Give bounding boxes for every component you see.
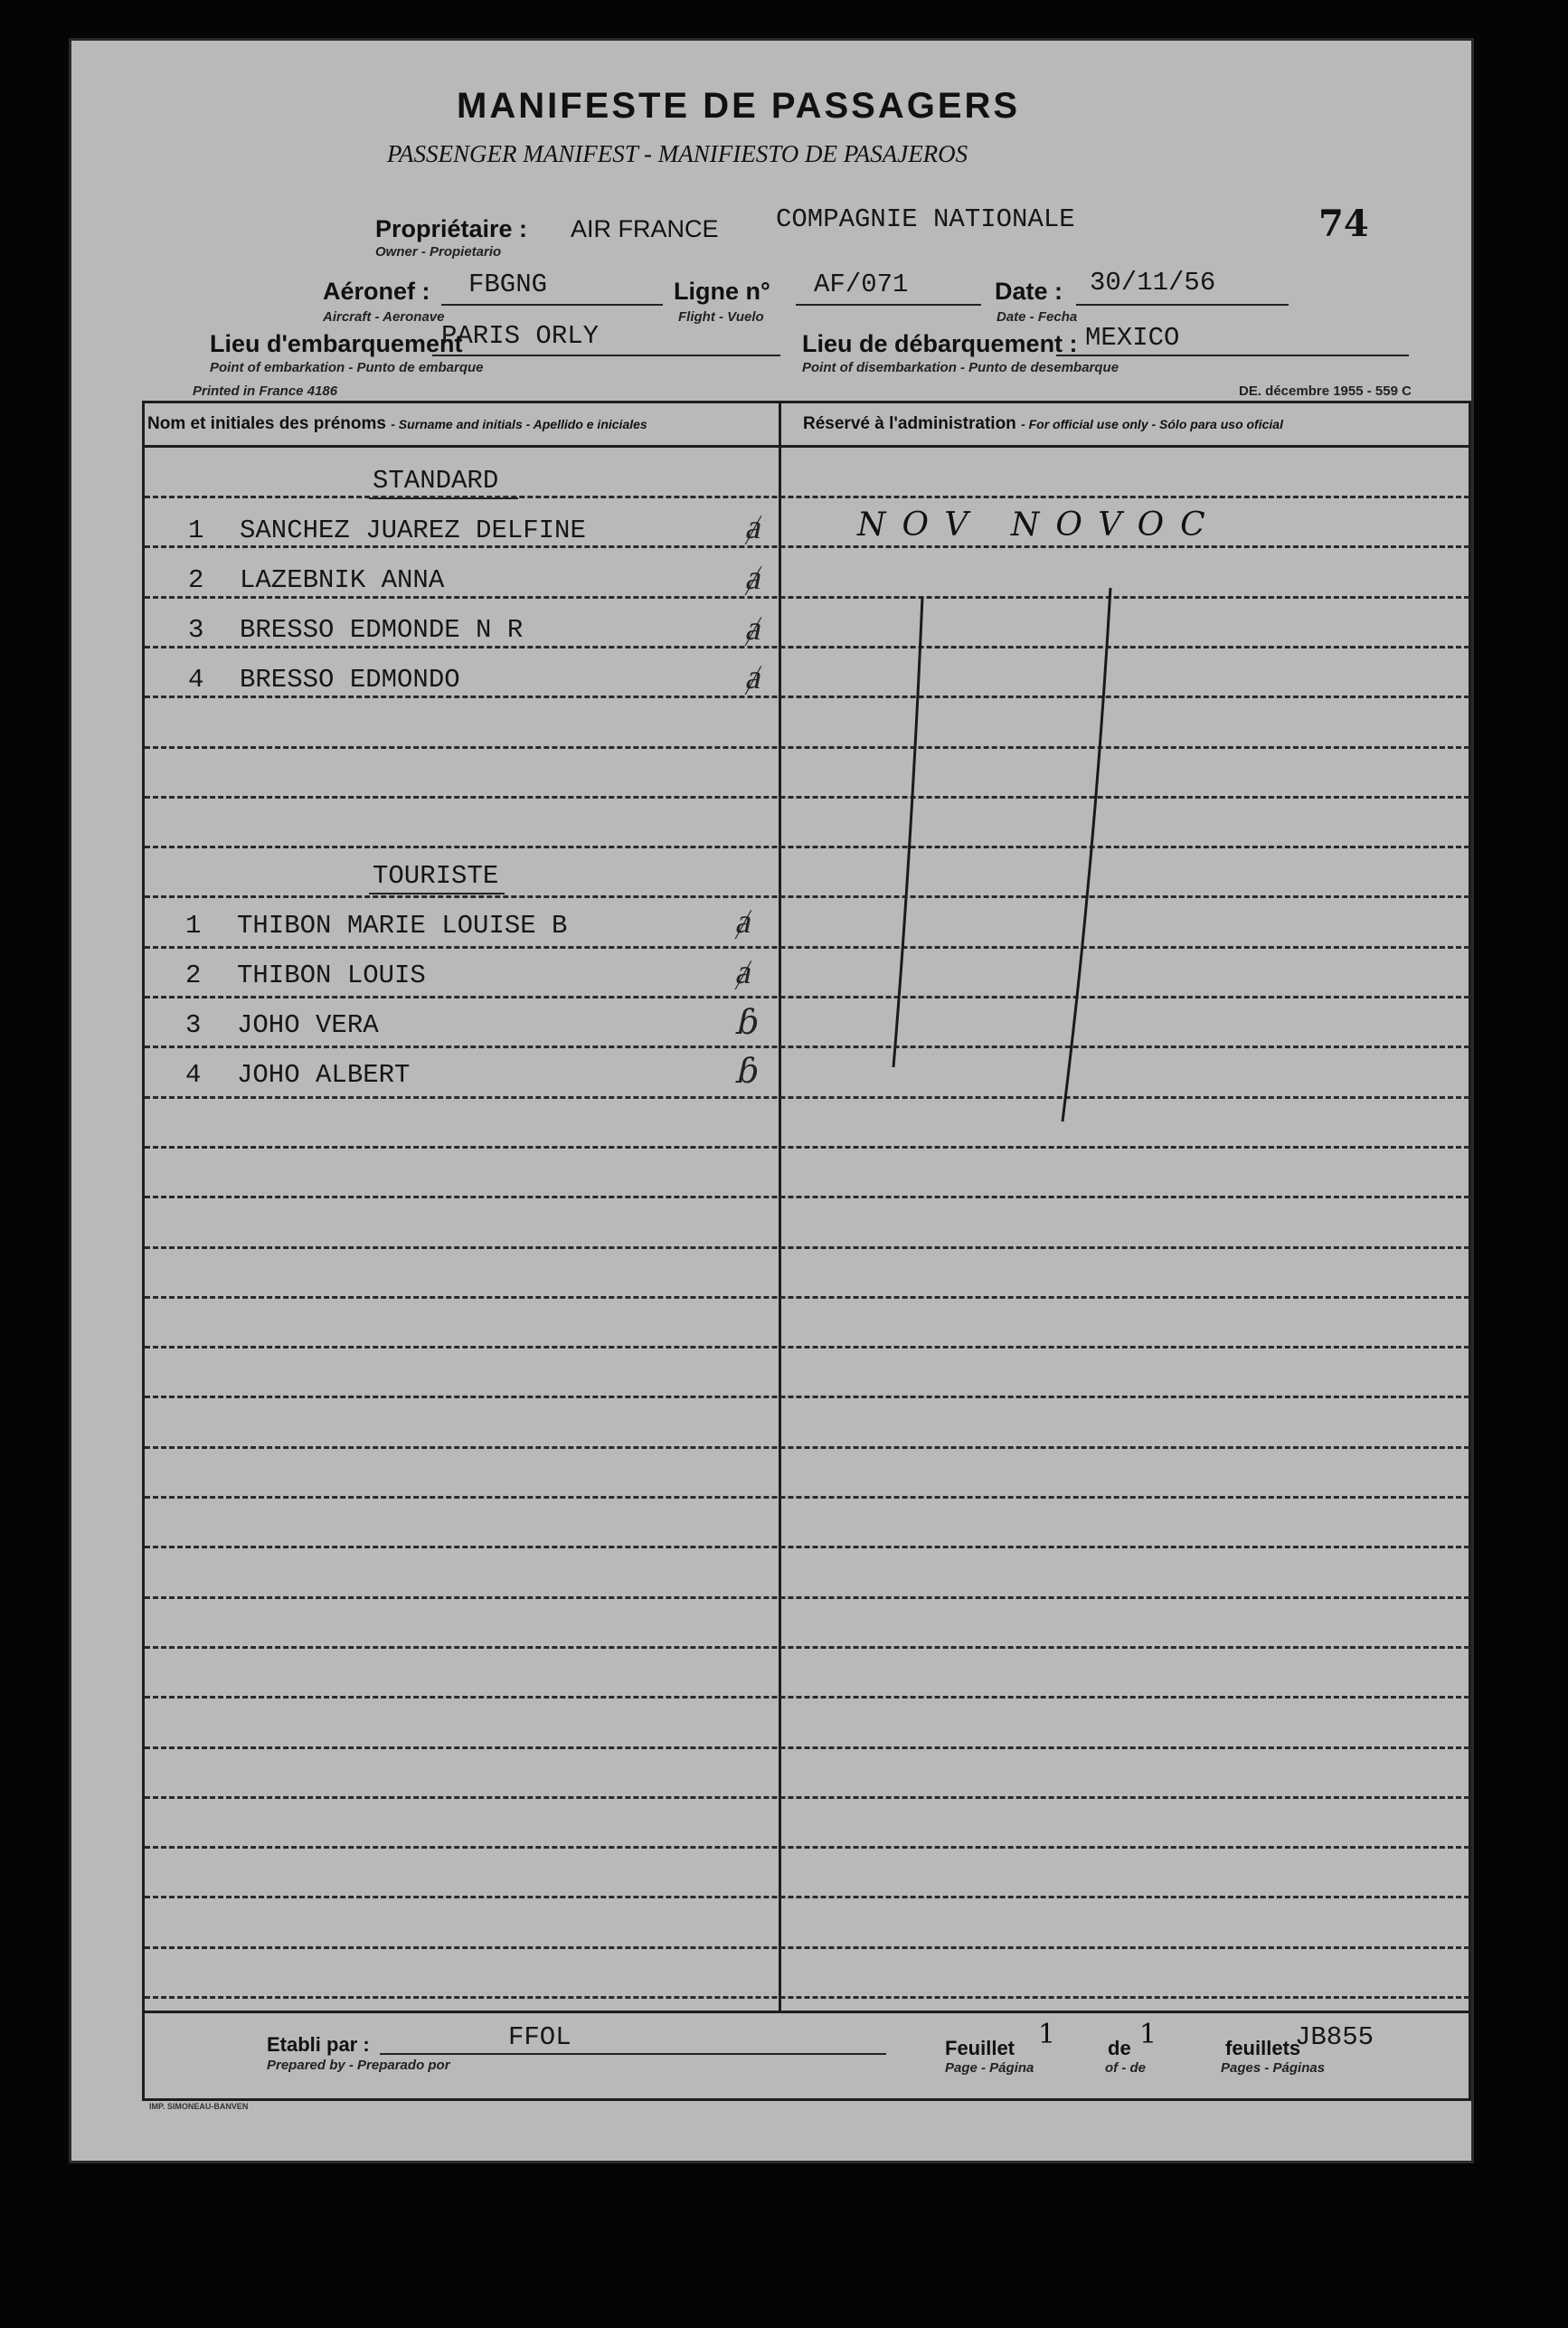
passenger-number: 3 <box>188 615 204 645</box>
table-row-rule <box>145 1696 1469 1699</box>
passenger-number: 4 <box>188 665 204 695</box>
passenger-name: JOHO VERA <box>237 1010 379 1040</box>
table-row-rule <box>145 1846 1469 1849</box>
owner-value: AIR FRANCE <box>571 215 719 242</box>
passenger-number: 1 <box>185 911 202 941</box>
table-row-rule <box>145 1746 1469 1749</box>
aircraft-value: FBGNG <box>468 270 548 299</box>
check-mark: ⱥ <box>732 951 757 991</box>
passenger-name: BRESSO EDMONDE N R <box>240 615 524 645</box>
table-row-rule <box>145 796 1469 799</box>
check-mark: ɓ <box>732 1002 764 1042</box>
table-row-rule <box>145 846 1469 848</box>
table-row-rule <box>145 1646 1469 1649</box>
col-left-header-label: Nom et initiales des prénoms <box>147 414 386 433</box>
admin-note: NOV NOVOC <box>857 506 1222 544</box>
col-right-header-sub: - For official use only - Sólo para uso oficial <box>1021 417 1283 431</box>
table-row-rule <box>145 496 1469 498</box>
table-row-rule <box>145 946 1469 949</box>
check-mark: ⱥ <box>742 608 767 648</box>
passenger-name: JOHO ALBERT <box>237 1060 411 1090</box>
embark-value: PARIS ORLY <box>441 321 600 351</box>
document-title: MANIFESTE DE PASSAGERS <box>457 86 1021 126</box>
handwritten-strokes <box>868 579 1139 1140</box>
flight-value: AF/071 <box>814 270 909 299</box>
date-sub: Date - Fecha <box>997 309 1078 325</box>
table-row-rule <box>145 1246 1469 1249</box>
table-row-rule <box>145 1496 1469 1499</box>
sheets-label: feuillets <box>1225 2037 1301 2059</box>
aircraft-sub: Aircraft - Aeronave <box>323 309 445 325</box>
check-mark: ⱥ <box>732 901 757 941</box>
col-left-header <box>147 414 647 434</box>
prepared-underline <box>380 2053 886 2055</box>
column-divider <box>779 401 781 2011</box>
passenger-name: LAZEBNIK ANNA <box>240 565 445 595</box>
embark-underline <box>432 355 780 356</box>
passenger-name: BRESSO EDMONDO <box>240 665 460 695</box>
passenger-number: 2 <box>188 565 204 595</box>
page-number: 74 <box>1318 203 1369 245</box>
table-row-rule <box>145 1296 1469 1299</box>
table-row-rule <box>145 545 1469 548</box>
owner-sub: Owner - Propietario <box>375 244 502 260</box>
col-right-header-label: Réservé à l'administration <box>803 414 1016 433</box>
table-row-rule <box>145 696 1469 698</box>
prepared-label: Etabli par : <box>267 2033 370 2056</box>
section-underline-touriste <box>369 893 505 894</box>
table-row-rule <box>145 1546 1469 1548</box>
section-title-touriste: TOURISTE <box>373 861 499 891</box>
of-value: 1 <box>1139 2019 1157 2050</box>
table-footer-rule <box>142 2011 1471 2013</box>
owner-label: Propriétaire : <box>375 215 528 242</box>
passenger-name: SANCHEZ JUAREZ DELFINE <box>240 516 586 545</box>
passenger-name: THIBON MARIE LOUISE B <box>237 911 568 941</box>
embark-label: Lieu d'embarquement <box>210 330 463 357</box>
table-row-rule <box>145 596 1469 599</box>
table-row-rule <box>145 1996 1469 1999</box>
sheets-sub: Pages - Páginas <box>1221 2060 1326 2076</box>
prepared-value: FFOL <box>508 2022 571 2052</box>
table-row-rule <box>145 1796 1469 1799</box>
aircraft-label: Aéronef : <box>323 278 430 305</box>
table-row-rule <box>145 1146 1469 1149</box>
aircraft-underline <box>441 304 663 306</box>
sheet-value: 1 <box>1038 2019 1056 2050</box>
table-row-rule <box>145 1046 1469 1048</box>
table-row-rule <box>145 996 1469 998</box>
printed-note: Printed in France 4186 <box>193 383 338 399</box>
header-rule <box>142 445 1471 448</box>
table-row-rule <box>145 1346 1469 1349</box>
sheet-label: Feuillet <box>945 2037 1015 2059</box>
table-row-rule <box>145 1096 1469 1099</box>
date-value: 30/11/56 <box>1090 268 1216 298</box>
date-label: Date : <box>995 278 1063 305</box>
table-row-rule <box>145 746 1469 749</box>
flight-underline <box>796 304 981 306</box>
check-mark: ɓ <box>732 1051 764 1091</box>
table-row-rule <box>145 1196 1469 1198</box>
document-subtitle: PASSENGER MANIFEST - MANIFIESTO DE PASAJEROS <box>387 140 968 167</box>
table-row-rule <box>145 1446 1469 1449</box>
sheet-sub: Page - Página <box>945 2060 1034 2076</box>
disembark-value: MEXICO <box>1085 323 1180 353</box>
col-right-header <box>803 414 1283 434</box>
passenger-number: 1 <box>188 516 204 545</box>
table-row-rule <box>145 1946 1469 1949</box>
table-row-rule <box>145 1896 1469 1898</box>
disembark-underline <box>1056 355 1409 356</box>
passenger-number: 4 <box>185 1060 202 1090</box>
passenger-number: 2 <box>185 961 202 990</box>
section-title-standard: STANDARD <box>373 466 499 496</box>
flight-sub: Flight - Vuelo <box>678 309 764 325</box>
flight-label: Ligne n° <box>674 278 770 305</box>
of-sub: of - de <box>1105 2060 1146 2076</box>
table-row-rule <box>145 1396 1469 1398</box>
section-underline-standard <box>369 497 518 499</box>
disembark-sub: Point of disembarkation - Punto de desembarque <box>802 360 1119 375</box>
disembark-label: Lieu de débarquement : <box>802 330 1078 357</box>
form-code: DE. décembre 1955 - 559 C <box>1239 383 1412 399</box>
table-row-rule <box>145 1596 1469 1599</box>
passenger-number: 3 <box>185 1010 202 1040</box>
date-underline <box>1076 304 1289 306</box>
col-left-header-sub: - Surname and initials - Apellido e iniciales <box>391 417 647 431</box>
of-label: de <box>1108 2037 1131 2059</box>
owner-typed: COMPAGNIE NATIONALE <box>776 204 1075 234</box>
printer-imprint: IMP. SIMONEAU-BANVEN <box>149 2102 249 2111</box>
check-mark: ⱥ <box>742 557 767 597</box>
check-mark: ⱥ <box>742 506 767 546</box>
table-row-rule <box>145 646 1469 648</box>
check-mark: ⱥ <box>742 657 767 696</box>
passenger-name: THIBON LOUIS <box>237 961 426 990</box>
table-row-rule <box>145 895 1469 898</box>
prepared-sub: Prepared by - Preparado por <box>267 2058 450 2073</box>
embark-sub: Point of embarkation - Punto de embarque <box>210 360 484 375</box>
reference-number: JB855 <box>1295 2022 1374 2052</box>
